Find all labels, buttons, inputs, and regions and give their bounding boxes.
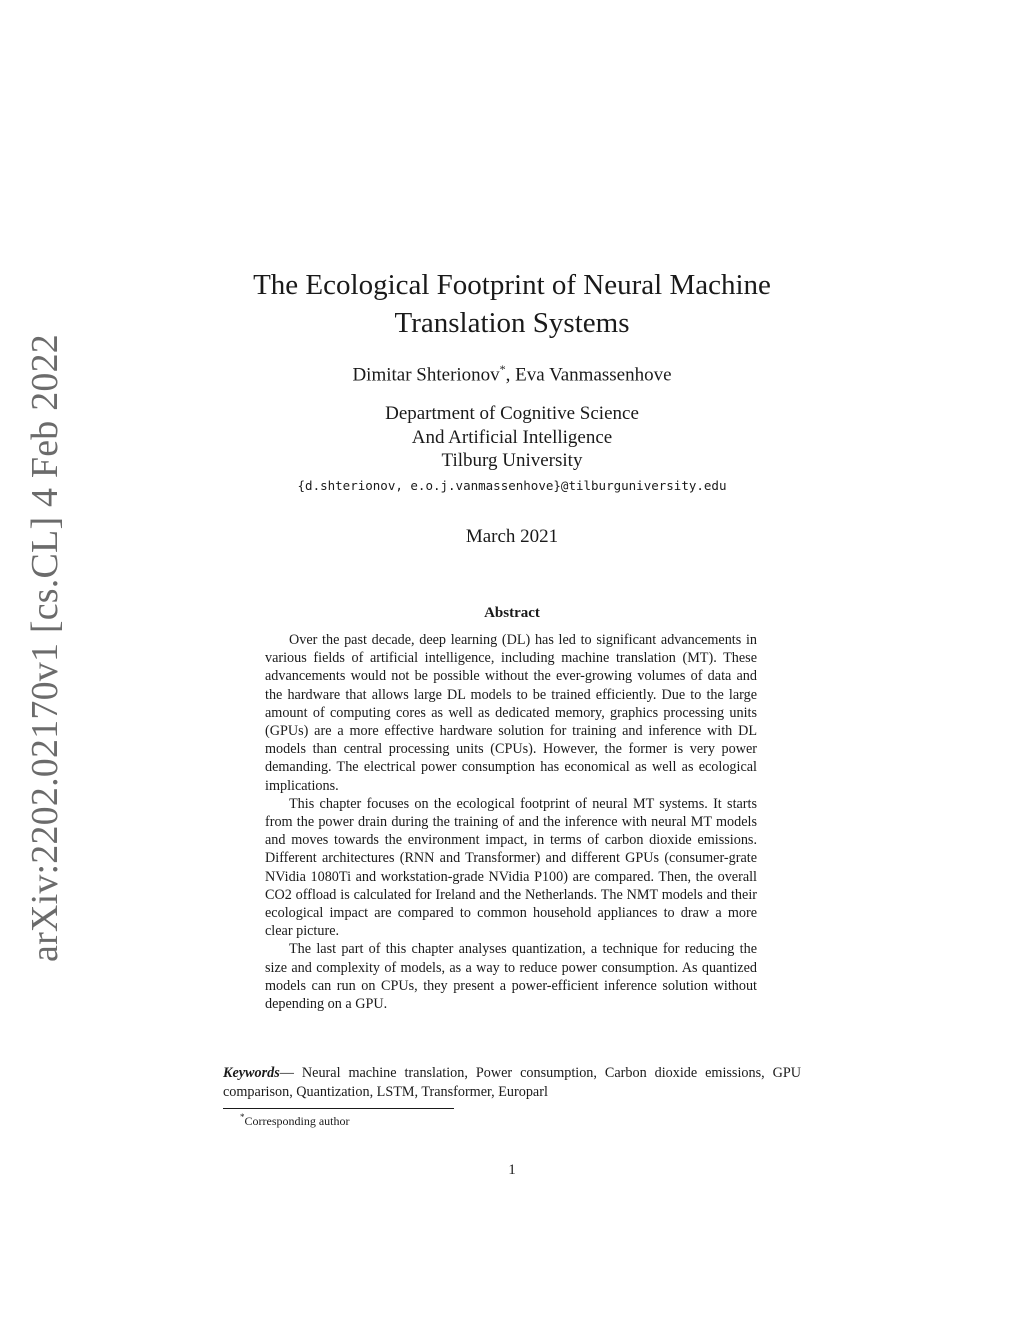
author-name: Eva Vanmassenhove — [515, 364, 672, 386]
keywords-dash: — — [279, 1065, 302, 1081]
affiliation-department: Department of Cognitive Science — [385, 403, 639, 424]
arxiv-identifier: arXiv:2202.02170v1 [cs.CL] 4 Feb 2022 — [24, 333, 66, 962]
publication-date: March 2021 — [465, 526, 559, 547]
author-name: Dimitar Shterionov — [352, 364, 500, 386]
author-emails: {d.shterionov, e.o.j.vanmassenhove}@tilburguniversity.edu — [297, 478, 727, 493]
footnote-text: Corresponding author — [244, 1114, 350, 1128]
affiliation — [200, 402, 824, 473]
affiliation-department-line2: And Artificial Intelligence — [411, 426, 613, 448]
footnote-divider — [223, 1108, 454, 1109]
abstract-paragraph: The last part of this chapter analyses quantization, a technique for reducing the size and complexity of models, as a way to reduce power consumption. As quantized models can run on CPUs, they present a power-efficient inference solution without depending on a GPU. — [265, 941, 757, 1013]
paper-title — [200, 266, 824, 342]
abstract-heading: Abstract — [484, 605, 540, 621]
arxiv-identifier-stamp — [14, 333, 76, 962]
abstract-paragraph: This chapter focuses on the ecological footprint of neural MT systems. It starts from the power drain during the training of and the inference with neural MT models and moves towards the environment impact, in terms of carbon dioxide emissions. Different architectures (RNN and Transformer) and different GPUs (consumer-grate NVidia 1080Ti and workstation-grade NVidia P100) are compared. Then, the overall CO2 offload is calculated for Ireland and the Netherlands. The NMT models and their ecological impact are compared to common household appliances to draw a more clear picture. — [265, 795, 757, 940]
page-number: 1 — [508, 1162, 516, 1178]
footnote — [240, 1112, 349, 1129]
abstract-body — [265, 631, 757, 1013]
keywords — [223, 1064, 801, 1102]
affiliation-university: Tilburg University — [441, 450, 583, 471]
abstract-paragraph: Over the past decade, deep learning (DL) has led to significant advancements in various fields of artificial intelligence, including machine translation (MT). These advancements would not be possible without the ever-growing volumes of data and the hardware that allows large DL models to be trained efficiently. Due to the large amount of computing cores as well as dedicated memory, graphics processing units (GPUs) are a more effective hardware solution for training and inference with DL models than central processing units (CPUs). However, the former is very power demanding. The electrical power consumption has economical as well as ecological implications. — [265, 632, 757, 794]
author-separator: , — [505, 364, 516, 386]
title-line-1: The Ecological Footprint of Neural Machine — [253, 269, 771, 301]
title-line-2: Translation Systems — [394, 307, 630, 339]
keywords-text: Neural machine translation, Power consumption, Carbon dioxide emissions, GPU comparison, Quantization, LSTM, Transformer, Europarl — [223, 1065, 801, 1100]
footnote-mark: * — [240, 1112, 245, 1122]
keywords-label: Keywords — [223, 1065, 280, 1081]
author-list — [200, 362, 824, 386]
corresponding-author-mark: * — [499, 362, 506, 376]
